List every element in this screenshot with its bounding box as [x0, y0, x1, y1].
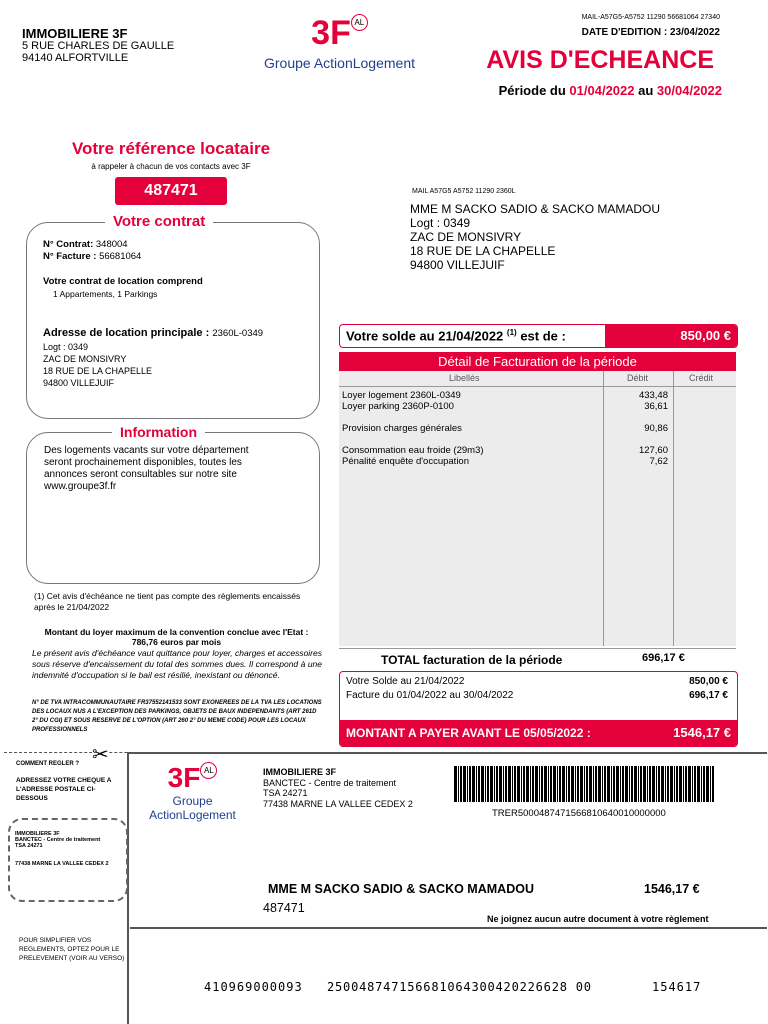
logo-mark: 3F — [311, 14, 351, 52]
barcode-bar — [505, 766, 507, 802]
recipient-mail-code: MAIL A57G5 A5752 11290 2360L — [412, 188, 516, 195]
barcode-bar — [541, 766, 543, 802]
comprend-value: 1 Appartements, 1 Parkings — [53, 289, 158, 299]
row-label: Loyer logement 2360L-0349 — [342, 390, 461, 401]
barcode-bar — [503, 766, 504, 802]
barcode-bar — [638, 766, 639, 802]
comment-regler: COMMENT REGLER ? — [16, 761, 79, 767]
barcode-bar — [589, 766, 592, 802]
barcode-bar — [476, 766, 477, 802]
barcode-bar — [625, 766, 628, 802]
row-debit: 433,48 — [638, 390, 668, 401]
barcode-bar — [508, 766, 511, 802]
barcode-bar — [595, 766, 597, 802]
barcode-bar — [535, 766, 538, 802]
small-address-box — [8, 818, 128, 902]
summary-solde-label: Votre Solde au 21/04/2022 — [346, 676, 465, 687]
ocr-line-b: 250048747156681064300420226628 00 — [327, 980, 592, 994]
coupon-logo-group: Groupe ActionLogement — [149, 794, 236, 822]
barcode-bar — [469, 766, 471, 802]
pay-label: MONTANT A PAYER AVANT LE 05/05/2022 : — [346, 726, 591, 740]
periode — [499, 83, 722, 98]
barcode-bar — [602, 766, 603, 802]
total-row — [339, 648, 736, 669]
barcode-bar — [694, 766, 696, 802]
barcode-bar — [458, 766, 459, 802]
barcode-bar — [557, 766, 558, 802]
barcode-bar — [521, 766, 522, 802]
barcode-bar — [656, 766, 657, 802]
barcode-bar — [526, 766, 529, 802]
ocr-line-a: 410969000093 — [204, 980, 303, 994]
barcode-bar — [688, 766, 691, 802]
barcode-bar — [652, 766, 655, 802]
barcode-bar — [586, 766, 588, 802]
barcode-bar — [679, 766, 682, 802]
summary-facture-value: 696,17 € — [689, 690, 728, 701]
sender-name: IMMOBILIERE 3F — [22, 26, 128, 41]
adresse-label: Adresse de location principale : — [43, 327, 210, 339]
barcode-bar — [485, 766, 486, 802]
barcode-bar — [665, 766, 666, 802]
recipient-address — [410, 202, 660, 272]
barcode-bar — [568, 766, 570, 802]
barcode-bar — [575, 766, 576, 802]
barcode-bar — [517, 766, 520, 802]
barcode-bar — [661, 766, 664, 802]
barcode-bar — [494, 766, 495, 802]
row-debit: 36,61 — [644, 401, 668, 412]
adresse-line: Logt : 0349 — [43, 342, 89, 352]
recipient-line: 18 RUE DE LA CHAPELLE — [410, 244, 556, 258]
col-divider — [673, 371, 674, 646]
barcode-bar — [611, 766, 612, 802]
loyer-max-label: Montant du loyer maximum de la convention conclue avec l'Etat : — [44, 627, 309, 637]
contrat-value: 348004 — [95, 239, 128, 250]
barcode-bar — [463, 766, 466, 802]
loyer-max-value: 786,76 euros par mois — [131, 637, 222, 647]
barcode-bar — [620, 766, 621, 802]
barcode-bar — [580, 766, 583, 802]
detail-rows — [342, 390, 668, 467]
note-1: (1) Cet avis d'échéance ne tient pas compte des règlements encaissés après le 21/04/2022 — [34, 591, 301, 612]
small-addr-line: IMMOBILIERE 3F — [15, 831, 60, 837]
recipient-line: Logt : 0349 — [410, 216, 471, 230]
scissors-icon: ✂ — [92, 744, 109, 766]
sender-address1: 5 RUE CHARLES DE GAULLE — [22, 40, 175, 52]
contract-title: Votre contrat — [105, 213, 213, 230]
adresse-code: 2360L-0349 — [212, 328, 264, 339]
detail-title: Détail de Facturation de la période — [339, 352, 736, 371]
barcode-bar — [670, 766, 673, 802]
barcode-bar — [658, 766, 660, 802]
reference-number: 487471 — [115, 177, 227, 205]
table-row — [342, 456, 668, 467]
mail-code: MAIL-A57G5-A5752 11290 56681064 27340 — [581, 14, 720, 21]
reference-title: Votre référence locataire — [71, 139, 271, 158]
solde-suffix: est de : — [520, 328, 566, 344]
barcode-bar — [559, 766, 561, 802]
coupon-addr-line: BANCTEC - Centre de traitement — [263, 777, 397, 788]
barcode-bar — [674, 766, 675, 802]
total-label: TOTAL facturation de la période — [381, 653, 563, 667]
small-addr-line: BANCTEC - Centre de traitement — [15, 837, 101, 843]
small-addr-line: TSA 24271 — [15, 843, 43, 849]
solde-note: (1) — [506, 328, 517, 337]
barcode-bar — [622, 766, 624, 802]
adresse-line: ZAC DE MONSIVRY — [43, 354, 127, 364]
coupon-divider — [130, 927, 767, 929]
no-doc-text: Ne joignez aucun autre document à votre règlement — [487, 914, 709, 924]
detail-panel — [339, 352, 736, 646]
table-row — [342, 390, 668, 401]
tva-text: N° DE TVA INTRACOMMUNAUTAIRE FR37552141533 SONT EXONEREES DE LA TVA LES LOCATIONS DES LOCAUX NUS A L'EXCEPTION DES PARKINGS, OBJETS DE BAUX INDEPENDANTS (ART 261D 2° DU CGI) ET SOUS RESERVE DE L'OPTION (ART 260 2° DU MEME CODE) POUR LES LOCAUX PROFESSIONNELS — [32, 700, 322, 733]
barcode-bar — [634, 766, 637, 802]
summary-facture-label: Facture du 01/04/2022 au 30/04/2022 — [346, 690, 514, 701]
barcode-bar — [481, 766, 484, 802]
coupon-ref: 487471 — [263, 901, 305, 915]
coupon-address — [263, 767, 413, 809]
coupon-name: MME M SACKO SADIO & SACKO MAMADOU — [268, 882, 534, 896]
barcode-bar — [631, 766, 633, 802]
coupon-top-border — [127, 752, 767, 754]
recipient-line: 94800 VILLEJUIF — [410, 258, 505, 272]
coupon-logo-mark: 3F — [167, 762, 201, 793]
barcode-bar — [544, 766, 547, 802]
barcode-bar — [553, 766, 556, 802]
barcode-bar — [512, 766, 513, 802]
barcode-bar — [712, 766, 714, 802]
barcode-bar — [703, 766, 705, 802]
col-libelles: Libellés — [449, 373, 480, 383]
barcode-bar — [523, 766, 525, 802]
barcode-bar — [692, 766, 693, 802]
small-address — [15, 831, 109, 867]
barcode-bar — [514, 766, 516, 802]
barcode-bar — [577, 766, 579, 802]
solde-label — [346, 328, 566, 343]
barcode-bar — [643, 766, 646, 802]
pay-bar — [340, 720, 737, 746]
adresse-line: 94800 VILLEJUIF — [43, 378, 115, 388]
logo-3f — [252, 14, 427, 71]
solde-amount: 850,00 € — [605, 325, 737, 347]
col-credit: Crédit — [689, 373, 714, 383]
coupon-addr-line: IMMOBILIERE 3F — [263, 767, 337, 777]
row-label: Pénalité enquête d'occupation — [342, 456, 469, 467]
barcode-bar — [649, 766, 651, 802]
facture-label: N° Facture : — [43, 251, 97, 262]
ocr-line-c: 154617 — [652, 980, 702, 994]
barcode-text: TRER5000487471566810640010000000 — [492, 808, 666, 819]
col-debit: Débit — [627, 373, 649, 383]
barcode-bar — [710, 766, 711, 802]
barcode-bar — [467, 766, 468, 802]
barcode-bar — [478, 766, 480, 802]
doc-title: AVIS D'ECHEANCE — [486, 46, 714, 74]
facture-value: 56681064 — [99, 251, 142, 262]
barcode-bar — [697, 766, 700, 802]
adresse-line: 18 RUE DE LA CHAPELLE — [43, 366, 153, 376]
periode-au: au — [638, 83, 654, 98]
summary-solde-value: 850,00 € — [689, 676, 728, 687]
reference-subtitle: à rappeler à chacun de vos contacts avec 3F — [91, 162, 251, 171]
coupon-logo-badge: AL — [200, 762, 217, 779]
barcode-bar — [496, 766, 498, 802]
barcode-bar — [566, 766, 567, 802]
barcode-bar — [548, 766, 549, 802]
edition-date: DATE D'EDITION : 23/04/2022 — [581, 27, 720, 38]
periode-from: 01/04/2022 — [569, 83, 635, 98]
barcode-bar — [607, 766, 610, 802]
barcode-bar — [562, 766, 565, 802]
barcode-bar — [487, 766, 489, 802]
simplifier-text: POUR SIMPLIFIER VOS REGLEMENTS, OPTEZ POUR LE PRELEVEMENT (VOIR AU VERSO) — [19, 937, 125, 962]
barcode-bar — [613, 766, 615, 802]
loyer-max — [34, 627, 319, 647]
recipient-line: ZAC DE MONSIVRY — [410, 230, 522, 244]
table-row — [342, 401, 668, 412]
barcode-bar — [454, 766, 457, 802]
table-row — [342, 445, 668, 456]
barcode-bar — [539, 766, 540, 802]
summary-box — [339, 671, 738, 747]
barcode-bar — [640, 766, 642, 802]
barcode-bar — [676, 766, 678, 802]
adressez-text: ADRESSEZ VOTRE CHEQUE A L'ADRESSE POSTALE CI-DESSOUS — [16, 777, 112, 802]
barcode-bar — [701, 766, 702, 802]
barcode-bar — [532, 766, 534, 802]
total-value: 696,17 € — [642, 652, 685, 664]
barcode-bar — [683, 766, 684, 802]
barcode-bar — [530, 766, 531, 802]
row-label: Provision charges générales — [342, 423, 462, 434]
barcode-bar — [604, 766, 606, 802]
barcode-bar — [472, 766, 475, 802]
barcode-bar — [647, 766, 648, 802]
quittance-text: Le présent avis d'échéance vaut quittance pour loyer, charges et accessoires sous réserve d'encaissement du total des sommes dues. Il correspond à une indemnité d'occupation si le bail est résilié, inexistant ou dénoncé. — [32, 648, 322, 680]
barcode-bar — [598, 766, 601, 802]
solde-label-text: Votre solde au 21/04/2022 — [346, 328, 504, 344]
barcode-bar — [629, 766, 630, 802]
row-debit: 7,62 — [649, 456, 668, 467]
coupon-logo — [130, 762, 255, 822]
logo-group: Groupe ActionLogement — [264, 55, 415, 71]
information-text: Des logements vacants sur votre département seront prochainement disponibles, toutes les annonces seront consultables sur notre site www.groupe3f.fr — [44, 445, 249, 492]
sender-block — [22, 28, 174, 64]
row-label: Loyer parking 2360P-0100 — [342, 401, 454, 412]
coupon-amount: 1546,17 € — [644, 882, 700, 896]
barcode-bar — [550, 766, 552, 802]
barcode-bar — [616, 766, 619, 802]
detail-header — [339, 371, 736, 387]
row-label: Consommation eau froide (29m3) — [342, 445, 484, 456]
solde-bar — [339, 324, 738, 348]
barcode-bar — [584, 766, 585, 802]
contrat-label: N° Contrat: — [43, 239, 94, 250]
periode-to: 30/04/2022 — [656, 83, 722, 98]
barcode-bar — [571, 766, 574, 802]
table-row — [342, 423, 668, 434]
logo-badge: AL — [351, 14, 368, 31]
coupon-addr-line: 77438 MARNE LA VALLEE CEDEX 2 — [263, 798, 413, 809]
barcode-bar — [667, 766, 669, 802]
barcode-bar — [685, 766, 687, 802]
row-debit: 127,60 — [638, 445, 668, 456]
barcode-bar — [593, 766, 594, 802]
comprend-label: Votre contrat de location comprend — [43, 276, 203, 287]
periode-label: Période du — [498, 83, 566, 98]
pay-value: 1546,17 € — [673, 725, 731, 740]
information-title: Information — [112, 424, 205, 440]
small-addr-line: 77438 MARNE LA VALLEE CEDEX 2 — [15, 861, 109, 867]
barcode-bar — [499, 766, 502, 802]
contract-details — [43, 239, 263, 389]
barcode-bar — [706, 766, 709, 802]
barcode — [454, 766, 719, 802]
coupon-addr-line: TSA 24271 — [263, 788, 308, 798]
barcode-bar — [490, 766, 493, 802]
recipient-line: MME M SACKO SADIO & SACKO MAMADOU — [410, 202, 661, 216]
row-debit: 90,86 — [644, 423, 668, 434]
barcode-bar — [460, 766, 462, 802]
sender-address2: 94140 ALFORTVILLE — [22, 52, 129, 64]
